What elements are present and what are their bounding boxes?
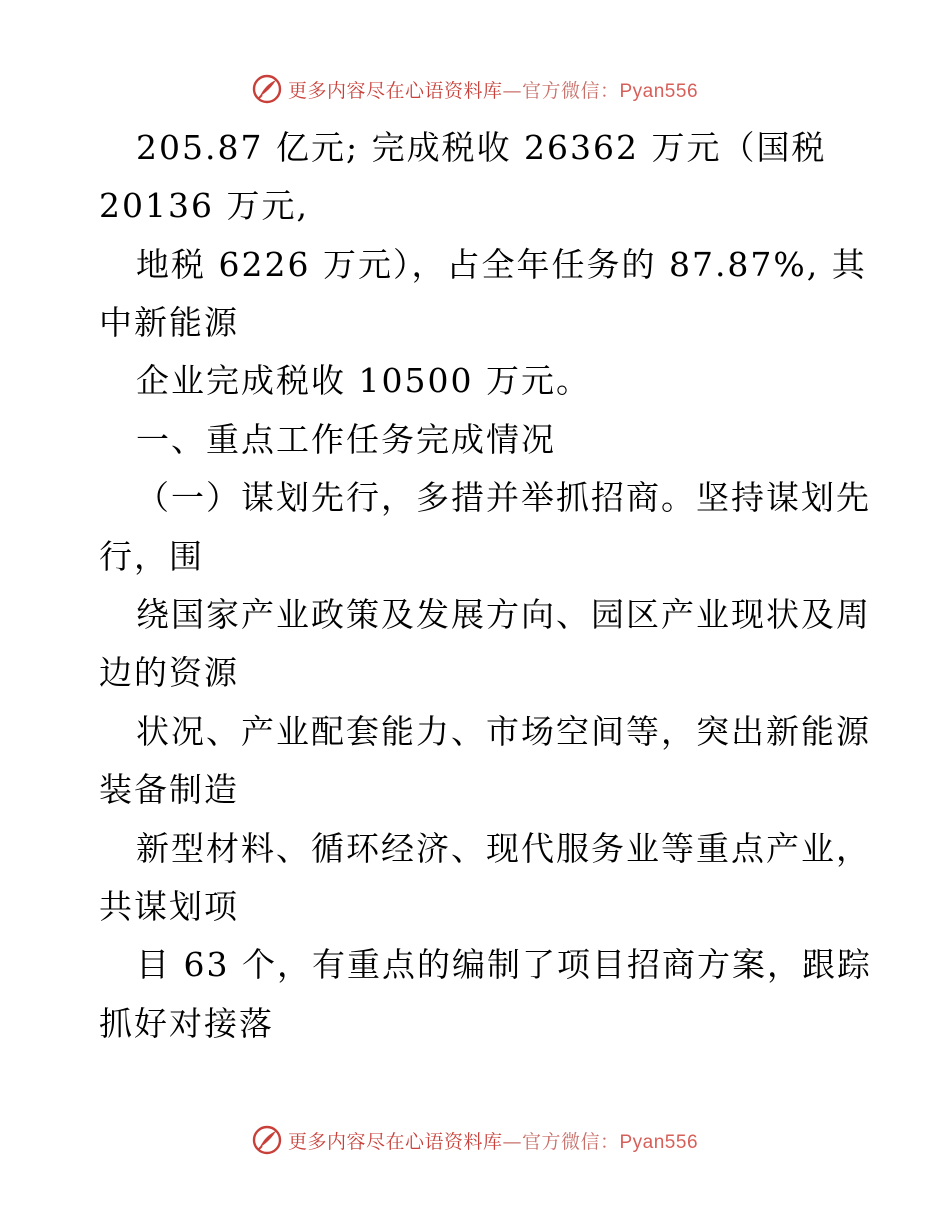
watermark-wechat-id: Pyan556 xyxy=(619,1131,699,1153)
watermark-text xyxy=(288,76,698,103)
watermark-dash: — xyxy=(502,1130,522,1153)
watermark-wechat-label: 官方微信： xyxy=(521,79,620,102)
text-line: 地税 6226 万元），占全年任务的 87.87%, 其 xyxy=(136,245,867,284)
text-line: 绕国家产业政策及发展方向、园区产业现状及周 xyxy=(136,595,871,634)
text-line: 抓好对接落 xyxy=(99,1004,274,1043)
footer-watermark xyxy=(0,1123,950,1157)
text-line: 共谋划项 xyxy=(99,887,239,926)
text-line: 205.87 亿元; 完成税收 26362 万元（国税 xyxy=(136,128,827,167)
watermark-wechat-id: Pyan556 xyxy=(619,80,699,102)
watermark-wechat-label: 官方微信： xyxy=(521,1130,620,1153)
watermark-text xyxy=(288,1127,698,1154)
header-watermark xyxy=(0,72,950,106)
text-line: 新型材料、循环经济、现代服务业等重点产业， xyxy=(136,829,871,868)
watermark-site-text: 更多内容尽在心语资料库 xyxy=(287,79,503,102)
text-line: 20136 万元, xyxy=(99,186,309,225)
watermark-site-text: 更多内容尽在心语资料库 xyxy=(287,1130,503,1153)
text-line: 行，围 xyxy=(99,537,204,576)
text-line: 企业完成税收 10500 万元。 xyxy=(136,361,591,400)
subsection-heading: （一）谋划先行，多措并举抓招商。坚持谋划先 xyxy=(136,478,871,517)
text-line: 状况、产业配套能力、市场空间等，突出新能源 xyxy=(136,712,871,751)
text-line: 边的资源 xyxy=(99,653,239,692)
text-line: 中新能源 xyxy=(99,303,239,342)
section-heading: 一、重点工作任务完成情况 xyxy=(136,420,556,459)
quill-logo-icon xyxy=(252,74,282,104)
text-line: 装备制造 xyxy=(99,770,239,809)
text-line: 目 63 个，有重点的编制了项目招商方案，跟踪 xyxy=(136,945,872,984)
watermark-dash: — xyxy=(502,79,522,102)
quill-logo-icon xyxy=(252,1125,282,1155)
